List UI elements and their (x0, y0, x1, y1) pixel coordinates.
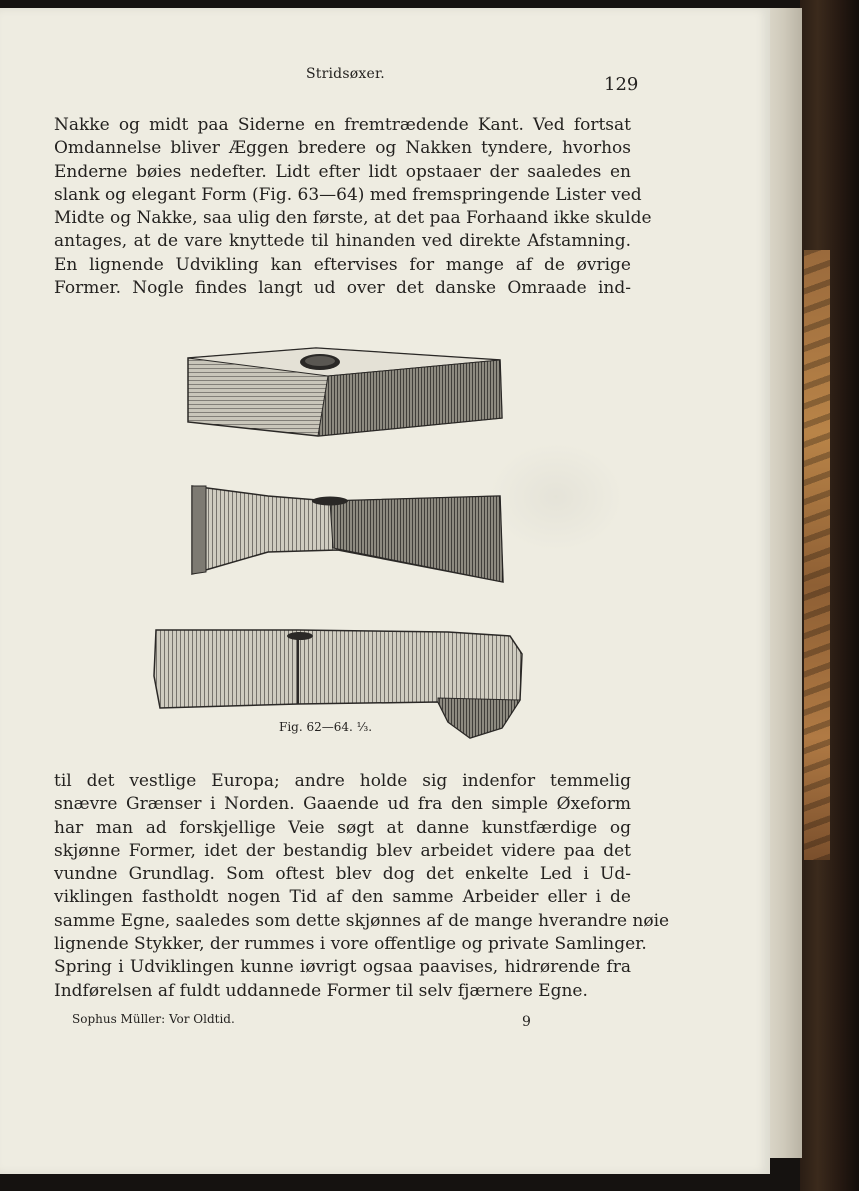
book-page (0, 8, 770, 1174)
text-line: Nakke og midt paa Siderne en fremtrædende Kant. Ved fortsat (54, 115, 631, 135)
text-line: slank og elegant Form (Fig. 63—64) med fremspringende Lister ved (54, 184, 642, 205)
paragraph-top (54, 114, 652, 300)
text-line: Spring i Udviklingen kunne iøvrigt ogsaa paavises, hidrørende fra (54, 957, 631, 978)
running-head: Stridsøxer. (306, 66, 385, 82)
text-line: En lignende Udvikling kan eftervises for mange af de øvrige (54, 254, 631, 275)
axe-illustration-62 (188, 348, 502, 436)
text-line: Omdannelse bliver Æggen bredere og Nakken tyndere, hvorhos (54, 138, 631, 159)
text-line: antages, at de vare knyttede til hinanden ved direkte Afstamning. (54, 231, 631, 252)
text-line: snævre Grænser i Norden. Gaaende ud fra den simple Øxeform (54, 794, 631, 815)
text-line: Midte og Nakke, saa ulig den første, at det paa Forhaand ikke skulde (54, 208, 652, 229)
paragraph-bottom (54, 770, 670, 1003)
text-line: Enderne bøies nedefter. Lidt efter lidt opstaaer der saaledes en (54, 161, 631, 182)
text-line: Former. Nogle findes langt ud over det danske Omraade ind- (54, 278, 631, 299)
text-line: vundne Grundlag. Som oftest blev dog det enkelte Led i Ud- (54, 864, 631, 885)
text-line: til det vestlige Europa; andre holde sig indenfor temmelig (54, 771, 631, 791)
marbled-cover-edge (804, 250, 830, 860)
text-line: Indførelsen af fuldt uddannede Former til selv fjærnere Egne. (54, 980, 588, 1001)
axe-figure (148, 336, 528, 746)
text-line: skjønne Former, idet der bestandig blev arbeidet videre paa det (54, 840, 631, 861)
text-line: har man ad forskjellige Veie søgt at danne kunstfærdige og (54, 817, 631, 838)
footer-author-title: Sophus Müller: Vor Oldtid. (72, 1012, 235, 1026)
axe-illustration-63 (192, 486, 503, 582)
text-line: viklingen fastholdt nogen Tid af den samme Arbeider eller i de (54, 887, 631, 908)
signature-mark: 9 (522, 1014, 531, 1030)
text-line: lignende Stykker, der rummes i vore offentlige og private Samlinger. (54, 934, 647, 955)
page-number: 129 (604, 74, 639, 95)
figure-caption: Fig. 62—64. ⅓. (279, 720, 373, 734)
text-line: samme Egne, saaledes som dette skjønnes af de mange hverandre nøie (54, 910, 670, 931)
